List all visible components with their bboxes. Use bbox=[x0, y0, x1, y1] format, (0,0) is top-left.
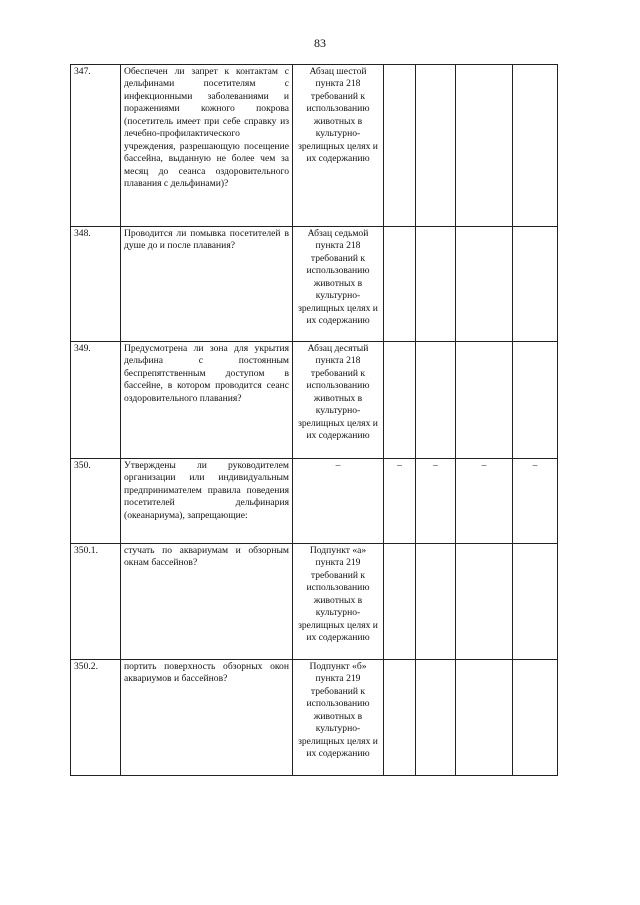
note-cell[interactable] bbox=[513, 65, 558, 227]
question-cell bbox=[121, 459, 293, 544]
row-number: 350. bbox=[71, 459, 121, 544]
answer-no-cell[interactable] bbox=[416, 544, 456, 660]
table-row bbox=[71, 544, 558, 660]
table-row bbox=[71, 227, 558, 342]
question-cell bbox=[121, 544, 293, 660]
note-cell[interactable] bbox=[513, 544, 558, 660]
row-number: 350.2. bbox=[71, 660, 121, 776]
answer-na-cell[interactable] bbox=[456, 660, 513, 776]
answer-no-cell[interactable] bbox=[416, 342, 456, 459]
answer-na-cell[interactable] bbox=[456, 544, 513, 660]
table-row bbox=[71, 342, 558, 459]
table-row bbox=[71, 459, 558, 544]
question-cell bbox=[121, 65, 293, 227]
answer-yes-cell: – bbox=[384, 459, 416, 544]
legal-basis-cell: Абзац шестой пункта 218 требований к использованию животных в культурно-зрелищных целях и их содержанию bbox=[293, 65, 384, 227]
page-number: 83 bbox=[314, 36, 326, 50]
answer-na-cell: – bbox=[456, 459, 513, 544]
note-cell[interactable] bbox=[513, 342, 558, 459]
answer-yes-cell[interactable] bbox=[384, 65, 416, 227]
answer-na-cell[interactable] bbox=[456, 227, 513, 342]
question-cell bbox=[121, 660, 293, 776]
answer-yes-cell[interactable] bbox=[384, 227, 416, 342]
table-row bbox=[71, 660, 558, 776]
answer-no-cell[interactable] bbox=[416, 227, 456, 342]
answer-no-cell[interactable] bbox=[416, 660, 456, 776]
answer-na-cell[interactable] bbox=[456, 65, 513, 227]
answer-no-cell[interactable] bbox=[416, 65, 456, 227]
table-row bbox=[71, 65, 558, 227]
row-number: 347. bbox=[71, 65, 121, 227]
legal-basis-cell: Подпункт «а» пункта 219 требований к использованию животных в культурно-зрелищных целях и их содержанию bbox=[293, 544, 384, 660]
question-cell bbox=[121, 227, 293, 342]
question-text: портить поверхность обзорных окон аквариумов и бассейнов? bbox=[124, 661, 289, 685]
question-text: Утверждены ли руководителем организации или индивидуальным предпринимателем правила поведения посетителей дельфинария (океанариума), запрещающие: bbox=[124, 460, 289, 521]
question-text: Обеспечен ли запрет к контактам с дельфинами посетителям с инфекционными заболеваниями и поражениями кожного покрова (посетитель имеет при себе справку из лечебно-профилактического учреждения, разрешающую посещение бассейна, выданную не более чем за месяц до сеанса оздоровительного плавания с дельфинами)? bbox=[124, 66, 289, 190]
question-text: Проводится ли помывка посетителей в душе до и после плавания? bbox=[124, 228, 289, 252]
question-text: Предусмотрена ли зона для укрытия дельфина с постоянным беспрепятственным доступом в бассейне, в котором проводится сеанс оздоровительного плавания? bbox=[124, 343, 289, 404]
question-cell bbox=[121, 342, 293, 459]
answer-yes-cell[interactable] bbox=[384, 544, 416, 660]
answer-yes-cell[interactable] bbox=[384, 342, 416, 459]
note-cell[interactable] bbox=[513, 227, 558, 342]
legal-basis-cell: Абзац десятый пункта 218 требований к использованию животных в культурно-зрелищных целях и их содержанию bbox=[293, 342, 384, 459]
question-text: стучать по аквариумам и обзорным окнам бассейнов? bbox=[124, 545, 289, 569]
answer-no-cell: – bbox=[416, 459, 456, 544]
note-cell[interactable] bbox=[513, 660, 558, 776]
note-cell: – bbox=[513, 459, 558, 544]
legal-basis-cell: Абзац седьмой пункта 218 требований к использованию животных в культурно-зрелищных целях и их содержанию bbox=[293, 227, 384, 342]
legal-basis-cell: – bbox=[293, 459, 384, 544]
answer-yes-cell[interactable] bbox=[384, 660, 416, 776]
checklist-table bbox=[70, 64, 558, 776]
row-number: 350.1. bbox=[71, 544, 121, 660]
row-number: 348. bbox=[71, 227, 121, 342]
legal-basis-cell: Подпункт «б» пункта 219 требований к использованию животных в культурно-зрелищных целях и их содержанию bbox=[293, 660, 384, 776]
answer-na-cell[interactable] bbox=[456, 342, 513, 459]
row-number: 349. bbox=[71, 342, 121, 459]
